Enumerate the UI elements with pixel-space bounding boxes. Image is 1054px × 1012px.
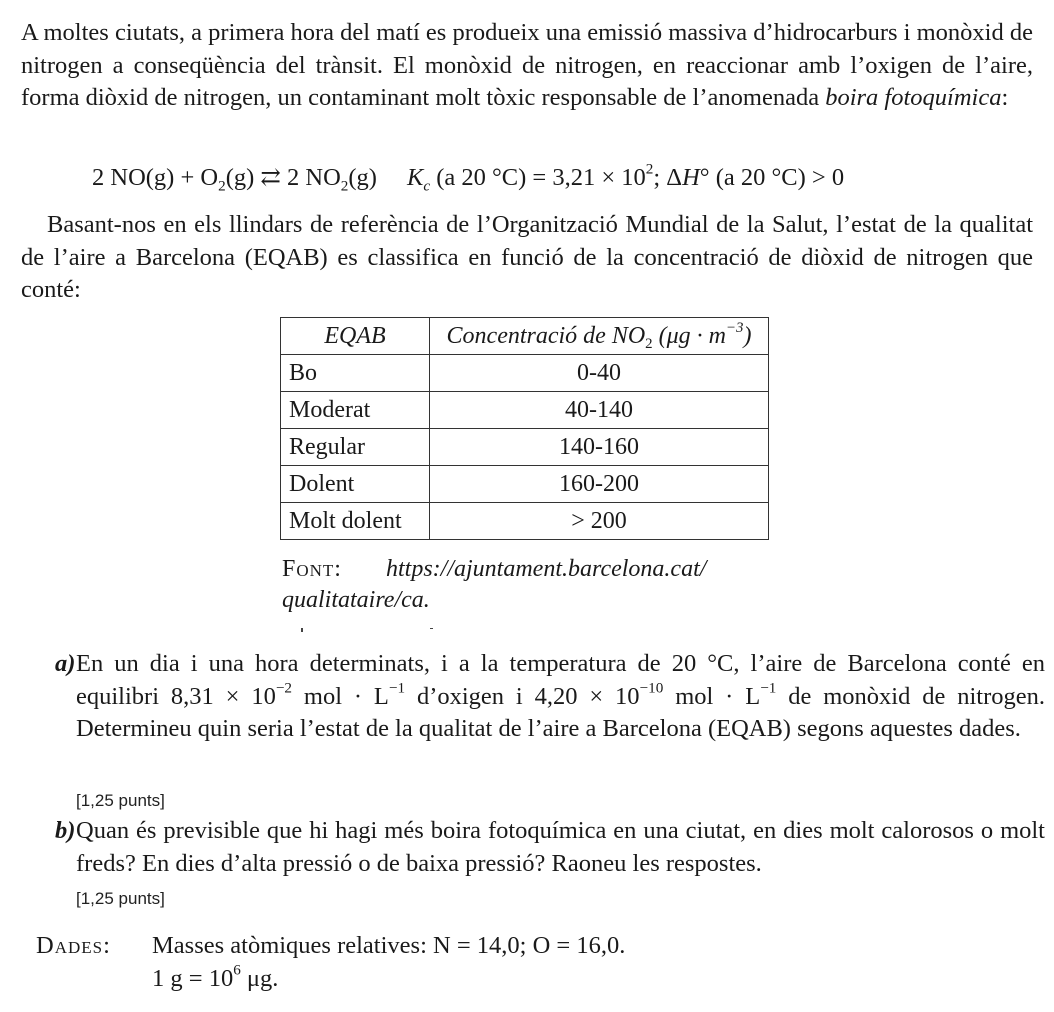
unit-conversion: 1 $g = 10^6$ μg. [152, 961, 279, 992]
question-a-points: [1,25 punts] [76, 791, 165, 810]
atomic-masses: Masses atòmiques relatives: N = 14,0; O = 16,0. [152, 932, 626, 959]
table-row [281, 503, 769, 540]
question-a-text: En un dia i una hora determinats, i a la temperatura de 20 °C, l’aire de Barcelona conté en equilibri $8,31 \times 10^{-2}$ mol · $L^{-1}$ d’oxigen i $4,20 \times 10^{-10}$ mol · $L^{-1}$ de monòxid de nitrogen. Determineu quin seria l’estat de la qualitat de l’aire a Barcelona (EQAB) segons aquestes dades. [76, 650, 1046, 742]
kc-value: (a 20 °C) = 3,21 × 10 [430, 164, 646, 191]
row-range: 160-200 [430, 466, 769, 503]
table-row [281, 392, 769, 429]
question-b-points: [1,25 punts] [76, 889, 165, 908]
reaction-equation [92, 162, 844, 194]
stray-mark [301, 628, 303, 632]
data-label: Dades: [36, 932, 111, 959]
question-b-text: Quan és previsible que hi hagi més boira fotoquímica en una ciutat, en dies molt calorosos o molt freds? En dies d’alta pressió o de baixa pressió? Raoneu les respostes. [76, 817, 1045, 877]
eqab-table [280, 317, 769, 540]
eq-arrow-product: (g) ⇄ 2 NO [225, 164, 341, 191]
header-concentration: Concentració de $NO_2$ $(\mu g \cdot m^{-3})$ [430, 318, 769, 355]
row-level: Molt dolent [281, 503, 430, 540]
stray-mark [430, 628, 433, 629]
table-source [282, 554, 774, 616]
row-level: Regular [281, 429, 430, 466]
intro-colon: : [1001, 84, 1009, 111]
question-b [55, 815, 1045, 880]
question-a [55, 648, 1045, 746]
kc-exponent: 2 [645, 160, 654, 178]
source-url-continued: qualitataire/ca. [282, 587, 430, 613]
question-a-letter: a) [55, 650, 76, 677]
intro-text: A moltes ciutats, a primera hora del matí es produeix una emissió massiva d’hidrocarburs i monòxid de nitrogen a conseqüència del trànsit. El monòxid de nitrogen, en reaccionar amb l’oxigen de l’aire, forma diòxid de nitrogen, un contaminant molt tòxic responsable de l’anomenada [21, 19, 1033, 111]
row-range: 140-160 [430, 429, 769, 466]
intro-paragraph [21, 17, 1033, 115]
eq-product-state: (g) [348, 164, 377, 191]
source-label: Font: [282, 556, 342, 582]
data-section [36, 929, 625, 995]
row-level: Bo [281, 355, 430, 392]
eq-o2-subscript: 2 [218, 177, 226, 195]
dh-symbol: H [682, 164, 700, 191]
row-range: 40-140 [430, 392, 769, 429]
table-row [281, 429, 769, 466]
question-b-letter: b) [55, 817, 76, 844]
source-url: https://ajuntament.barcelona.cat/ [386, 556, 707, 582]
row-level: Dolent [281, 466, 430, 503]
kc-symbol: K [406, 164, 424, 191]
row-level: Moderat [281, 392, 430, 429]
table-header-row [281, 318, 769, 355]
row-range: 0-40 [430, 355, 769, 392]
table-row [281, 355, 769, 392]
eq-reactants: 2 NO(g) + O [92, 164, 219, 191]
dh-delta: ; Δ [653, 164, 683, 191]
kc-subscript: c [423, 177, 431, 195]
row-range: > 200 [430, 503, 769, 540]
paragraph-eqab [21, 209, 1033, 307]
paragraph-eqab-text: Basant-nos en els llindars de referència de l’Organització Mundial de la Salut, l’estat de la qualitat de l’aire a Barcelona (EQAB) es classifica en funció de la concentració de diòxid de nitrogen que conté: [21, 211, 1033, 303]
header-eqab: EQAB [281, 318, 430, 355]
intro-italic-term: boira fotoquímica [825, 84, 1002, 111]
eq-no2-subscript: 2 [340, 177, 349, 195]
dh-value: ° (a 20 °C) > 0 [699, 164, 845, 191]
table-row [281, 466, 769, 503]
